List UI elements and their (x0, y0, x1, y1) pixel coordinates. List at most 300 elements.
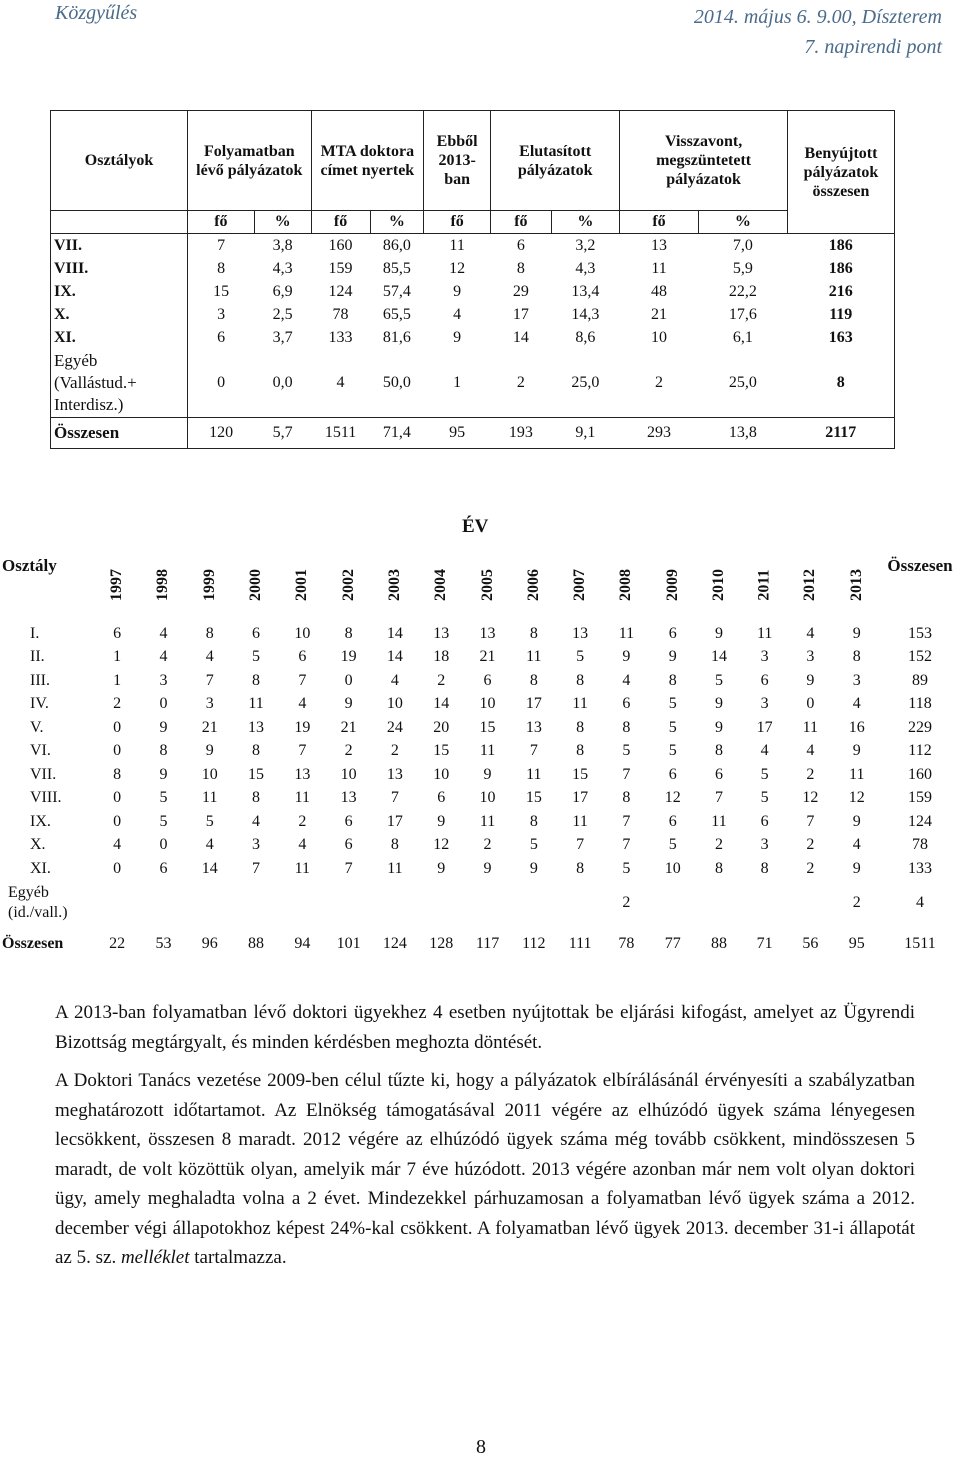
cell-value: 12 (433, 836, 450, 854)
cell-value: 2 (715, 836, 723, 854)
cell-value: 5 (622, 742, 631, 760)
cell-value: 4 (453, 305, 462, 323)
year-label: 2013 (847, 569, 865, 601)
cell-value: 12 (449, 259, 466, 277)
cell-value: 11 (526, 648, 542, 666)
cell-value (742, 881, 787, 925)
cell-value: 6 (113, 624, 122, 642)
cell-value: 6 (483, 671, 492, 689)
table-row (2, 763, 960, 787)
cell-value: 11 (387, 859, 403, 877)
cell-value: 11 (248, 695, 264, 713)
cell-value (418, 881, 464, 925)
cell-value: 4 (159, 624, 168, 642)
cell-value (511, 881, 557, 925)
table-row (2, 787, 960, 811)
cell-value: 11 (618, 624, 635, 642)
cell-value: 4,3 (575, 259, 596, 277)
cell-value: 7 (806, 812, 815, 830)
cell-value: 8 (516, 259, 525, 277)
cell-value: 13 (340, 789, 357, 807)
cell-value: 13 (651, 236, 668, 254)
cell-value: 53 (155, 934, 172, 952)
cell-value: 11 (572, 812, 588, 830)
cell-value: 21 (340, 718, 357, 736)
cell-value: 7 (622, 836, 631, 854)
cell-value: 4 (113, 836, 122, 854)
cell-value: 9,1 (551, 418, 620, 449)
header-date: 2014. május 6. 9.00, Díszterem (693, 6, 942, 28)
cell-value: 3,7 (272, 328, 293, 346)
cell-value: 5 (576, 648, 585, 666)
cell-value: 20 (433, 718, 450, 736)
cell-value: 5 (529, 836, 538, 854)
unit-cell: % (698, 211, 787, 234)
cell-value: 8 (715, 742, 723, 760)
year-label: 2008 (617, 569, 635, 601)
unit-cell: fő (620, 211, 699, 234)
cell-value: 19 (294, 718, 311, 736)
cell-value: 1 (113, 671, 122, 689)
cell-value: 5 (159, 789, 168, 807)
cell-value: 5 (760, 765, 769, 783)
cell-value: 13 (572, 624, 589, 642)
row-label: VIII. (51, 257, 188, 280)
cell-value: 8 (252, 742, 261, 760)
cell-value: 15 (479, 718, 496, 736)
cell-value: 71,4 (370, 418, 424, 449)
cell-value: 9 (483, 765, 492, 783)
cell-value: 8 (159, 742, 168, 760)
cell-value: 17,6 (728, 305, 757, 323)
table-row (51, 280, 895, 303)
cell-value: 6 (760, 671, 769, 689)
cell-value: 0,0 (272, 374, 293, 391)
cell-value: 7 (715, 789, 723, 807)
cell-value: 8 (390, 836, 399, 854)
cell-value: 21 (201, 718, 218, 736)
row-total: 4 (916, 893, 924, 911)
page-number: 8 (476, 1436, 486, 1458)
cell-value: 57,4 (382, 282, 411, 300)
cell-value: 21 (479, 648, 496, 666)
year-label: 2004 (432, 569, 450, 601)
cell-value: 4,3 (272, 259, 293, 277)
cell-value: 4 (336, 374, 345, 391)
year-label: 2002 (339, 569, 357, 601)
row-label: I. (30, 624, 40, 642)
year-label: 2005 (478, 569, 496, 601)
cell-value: 2 (483, 836, 492, 854)
yearly-table (2, 548, 960, 963)
cell-value: 9 (852, 624, 861, 642)
cell-value: 11 (479, 742, 496, 760)
cell-value: 6,9 (272, 282, 293, 300)
cell-value: 11 (294, 789, 311, 807)
cell-value: 15 (572, 765, 589, 783)
cell-value: 4 (298, 695, 307, 713)
cell-value: 9 (806, 671, 815, 689)
year-header (233, 548, 279, 622)
unit-cell: fő (188, 211, 255, 234)
table-row (51, 234, 895, 258)
cell-value: 7 (188, 234, 255, 258)
unit-cell: % (551, 211, 620, 234)
cell-value: 17 (756, 718, 773, 736)
row-total: 216 (788, 280, 895, 303)
year-header (372, 548, 418, 622)
cell-value: 65,5 (382, 305, 411, 323)
year-header (742, 548, 787, 622)
cell-value: 160 (328, 236, 353, 254)
cell-value: 6 (516, 236, 525, 254)
table-row (2, 716, 960, 740)
cell-value: 8 (576, 718, 585, 736)
cell-value: 10 (433, 765, 450, 783)
cell-value: 8 (529, 812, 538, 830)
cell-value: 95 (424, 418, 491, 449)
cell-value: 3 (852, 671, 861, 689)
cell-value (650, 881, 696, 925)
cell-value: 8 (715, 859, 723, 877)
cell-value: 9 (622, 648, 631, 666)
cell-value: 86,0 (382, 236, 411, 254)
unit-cell: % (370, 211, 424, 234)
cell-value: 8 (622, 789, 631, 807)
cell-value: 11 (294, 859, 311, 877)
row-total: 186 (788, 234, 895, 258)
cell-value: 2,5 (272, 305, 293, 323)
table-row (2, 693, 960, 717)
cell-value: 5 (668, 695, 677, 713)
cell-value: 11 (711, 812, 727, 830)
cell-value (557, 881, 603, 925)
cell-value: 6 (252, 624, 261, 642)
cell-value: 0 (113, 789, 122, 807)
header-right (694, 2, 942, 62)
cell-value: 3,8 (272, 236, 293, 254)
cell-value: 10 (340, 765, 357, 783)
cell-value: 11 (202, 789, 218, 807)
cell-value: 6 (188, 326, 255, 349)
unit-cell: fő (311, 211, 370, 234)
cell-value (464, 881, 510, 925)
cell-value: 5 (252, 648, 261, 666)
cell-value: 14 (711, 648, 727, 666)
cell-value: 11 (756, 624, 773, 642)
table-row (2, 925, 960, 963)
year-header (140, 548, 186, 622)
cell-value: 25,0 (728, 374, 757, 391)
row-total: 153 (908, 624, 932, 642)
cell-value: 9 (715, 695, 723, 713)
cell-value: 15 (188, 280, 255, 303)
cell-value: 10 (651, 328, 668, 346)
cell-value: 19 (340, 648, 357, 666)
year-label: 2010 (710, 569, 727, 601)
cell-value: 6 (760, 812, 769, 830)
cell-value: 94 (294, 934, 311, 952)
cell-value: 3 (159, 671, 168, 689)
cell-value: 14 (512, 328, 529, 346)
row-label: Összesen (2, 934, 64, 952)
cell-value: 2 (806, 836, 815, 854)
cell-value: 2 (344, 742, 353, 760)
col-visszavont: Visszavont, megszüntetett pályázatok (620, 111, 788, 211)
year-label: 2012 (801, 569, 819, 601)
year-header (557, 548, 603, 622)
cell-value: 9 (852, 812, 861, 830)
cell-value: 2 (622, 893, 631, 911)
cell-value: 13 (479, 624, 496, 642)
cell-value: 9 (159, 765, 168, 783)
cell-value: 1511 (311, 418, 370, 449)
cell-value: 8 (576, 671, 585, 689)
row-label: XI. (51, 326, 188, 349)
cell-value: 17 (525, 695, 542, 713)
cell-value: 6 (159, 859, 168, 877)
col-osztalyok: Osztályok (51, 111, 188, 211)
row-label: Egyéb (Vallástud.+ Interdisz.) (51, 349, 188, 418)
cell-value: 128 (429, 934, 454, 952)
cell-value: 9 (852, 859, 861, 877)
cell-value: 3,2 (575, 236, 596, 254)
cell-value: 11 (651, 259, 667, 277)
cell-value: 88 (248, 934, 265, 952)
cell-value: 48 (651, 282, 668, 300)
cell-value: 77 (664, 934, 681, 952)
paragraph-text: tartalmazza. (189, 1247, 287, 1268)
table-row (51, 326, 895, 349)
row-label: IV. (30, 695, 49, 713)
yearly-table-body (2, 622, 960, 963)
col-ebbol: Ebből 2013-ban (424, 111, 491, 211)
cell-value: 9 (668, 648, 677, 666)
applications-table (50, 110, 895, 449)
cell-value: 6 (715, 765, 723, 783)
row-label: V. (30, 718, 44, 736)
cell-value: 8 (205, 624, 214, 642)
cell-value: 9 (852, 742, 861, 760)
cell-value: 29 (512, 282, 529, 300)
year-header (603, 548, 649, 622)
cell-value: 8 (622, 718, 631, 736)
cell-value: 25,0 (571, 374, 600, 391)
year-label: 2007 (571, 569, 589, 601)
row-total: 152 (908, 648, 932, 666)
cell-value: 0 (188, 349, 255, 418)
row-total: 159 (908, 789, 932, 807)
cell-value: 85,5 (382, 259, 411, 277)
cell-value (372, 881, 418, 925)
cell-value: 9 (344, 695, 353, 713)
cell-value: 13,8 (698, 418, 787, 449)
cell-value: 16 (848, 718, 865, 736)
cell-value: 4 (159, 648, 168, 666)
cell-value: 3 (252, 836, 261, 854)
cell-value: 3 (760, 695, 769, 713)
cell-value: 7,0 (732, 236, 753, 254)
cell-value: 8 (252, 671, 261, 689)
cell-value: 10 (479, 695, 496, 713)
cell-value: 7 (529, 742, 538, 760)
unit-cell: fő (491, 211, 552, 234)
cell-value: 6 (344, 812, 353, 830)
cell-value: 8 (188, 257, 255, 280)
cell-value (696, 881, 742, 925)
year-header (187, 548, 233, 622)
cell-value: 7 (298, 671, 307, 689)
cell-value: 3 (188, 303, 255, 326)
cell-value: 9 (437, 859, 446, 877)
cell-value: 4 (622, 671, 631, 689)
year-label: 1999 (200, 569, 218, 601)
year-header (325, 548, 371, 622)
row-total: 89 (912, 671, 928, 689)
cell-value: 6 (668, 812, 677, 830)
cell-value (325, 881, 371, 925)
year-label: 1997 (108, 569, 126, 601)
year-header (511, 548, 557, 622)
cell-value: 11 (479, 812, 496, 830)
cell-value: 193 (491, 418, 552, 449)
cell-value: 9 (159, 718, 168, 736)
table-row (51, 418, 895, 449)
cell-value: 120 (188, 418, 255, 449)
row-total: 2117 (788, 418, 895, 449)
cell-value: 6 (298, 648, 307, 666)
table-row (2, 622, 960, 646)
col-osztaly: Osztály (2, 556, 57, 575)
cell-value: 4 (252, 812, 261, 830)
cell-value: 5 (668, 836, 677, 854)
cell-value: 9 (205, 742, 214, 760)
cell-value: 7 (576, 836, 585, 854)
row-total: 119 (788, 303, 895, 326)
year-header (833, 548, 880, 622)
col-mta: MTA doktora címet nyertek (311, 111, 424, 211)
cell-value: 2 (437, 671, 446, 689)
row-label: Egyéb (id./vall.) (8, 883, 68, 921)
cell-value: 13,4 (571, 282, 600, 300)
cell-value: 5 (159, 812, 168, 830)
col-benyujtott: Benyújtott pályázatok összesen (788, 111, 895, 234)
cell-value: 1 (453, 374, 462, 391)
cell-value: 13 (294, 765, 311, 783)
cell-value: 4 (806, 742, 815, 760)
cell-value: 4 (852, 836, 861, 854)
cell-value: 0 (113, 718, 122, 736)
table-row (51, 349, 895, 418)
cell-value: 4 (205, 836, 214, 854)
row-label: X. (51, 303, 188, 326)
cell-value: 56 (802, 934, 819, 952)
cell-value (187, 881, 233, 925)
cell-value: 7 (205, 671, 214, 689)
year-label: 2003 (385, 569, 403, 601)
cell-value: 13 (433, 624, 450, 642)
cell-value: 0 (806, 695, 815, 713)
row-label: X. (30, 836, 46, 854)
cell-value: 6 (622, 695, 631, 713)
cell-value: 5 (668, 718, 677, 736)
cell-value: 6 (668, 624, 677, 642)
cell-value: 15 (248, 765, 265, 783)
cell-value: 5,7 (254, 418, 311, 449)
row-total: 78 (912, 836, 928, 854)
emphasis: melléklet (120, 1247, 190, 1268)
cell-value: 71 (756, 934, 773, 952)
table-row (2, 881, 960, 925)
cell-value: 13 (248, 718, 265, 736)
table-row (2, 857, 960, 881)
cell-value (140, 881, 186, 925)
paragraph-objections: A 2013-ban folyamatban lévő doktori ügyekhez 4 esetben nyújtottak be eljárási kifogást, amelyet az Ügyrendi Bizottság megtárgyalt, és minden kérdésben meghozta döntését. (55, 1002, 915, 1053)
table-row (51, 303, 895, 326)
cell-value: 5 (760, 789, 769, 807)
cell-value: 5 (715, 671, 723, 689)
unit-cell: fő (424, 211, 491, 234)
cell-value: 2 (806, 765, 815, 783)
cell-value: 14 (386, 624, 403, 642)
cell-value: 9 (437, 812, 446, 830)
year-label: 1998 (154, 569, 172, 601)
year-header (787, 548, 833, 622)
cell-value: 14,3 (571, 305, 600, 323)
row-label: IX. (51, 280, 188, 303)
cell-value: 8 (344, 624, 353, 642)
cell-value: 8 (576, 859, 585, 877)
cell-value: 8 (529, 671, 538, 689)
cell-value (279, 881, 325, 925)
header-left: Közgyűlés (55, 2, 138, 24)
row-label: VIII. (30, 789, 62, 807)
cell-value: 7 (390, 789, 399, 807)
cell-value: 7 (344, 859, 353, 877)
year-header (418, 548, 464, 622)
cell-value: 3 (205, 695, 214, 713)
row-total: 8 (788, 349, 895, 418)
header-agenda: 7. napirendi pont (804, 36, 942, 58)
cell-value: 293 (620, 418, 699, 449)
row-label: VII. (30, 765, 57, 783)
cell-value: 9 (715, 718, 723, 736)
unit-blank (51, 211, 188, 234)
cell-value: 8 (576, 742, 585, 760)
cell-value: 11 (572, 695, 588, 713)
cell-value: 112 (522, 934, 546, 952)
cell-value: 6 (344, 836, 353, 854)
table-row (2, 646, 960, 670)
cell-value: 17 (572, 789, 589, 807)
row-total: 160 (908, 765, 932, 783)
cell-value: 8 (113, 765, 122, 783)
cell-value: 14 (433, 695, 450, 713)
year-label: 2001 (293, 569, 311, 601)
cell-value: 0 (159, 836, 168, 854)
paragraph-doctoral-council (55, 1066, 915, 1273)
row-total: 163 (788, 326, 895, 349)
col-osszesen: Összesen (887, 556, 953, 575)
cell-value: 8 (668, 671, 677, 689)
table-row (2, 669, 960, 693)
cell-value: 7 (622, 812, 631, 830)
table-row (2, 834, 960, 858)
cell-value: 2 (113, 695, 122, 713)
cell-value: 78 (618, 934, 635, 952)
cell-value: 111 (568, 934, 592, 952)
cell-value: 5,9 (732, 259, 753, 277)
